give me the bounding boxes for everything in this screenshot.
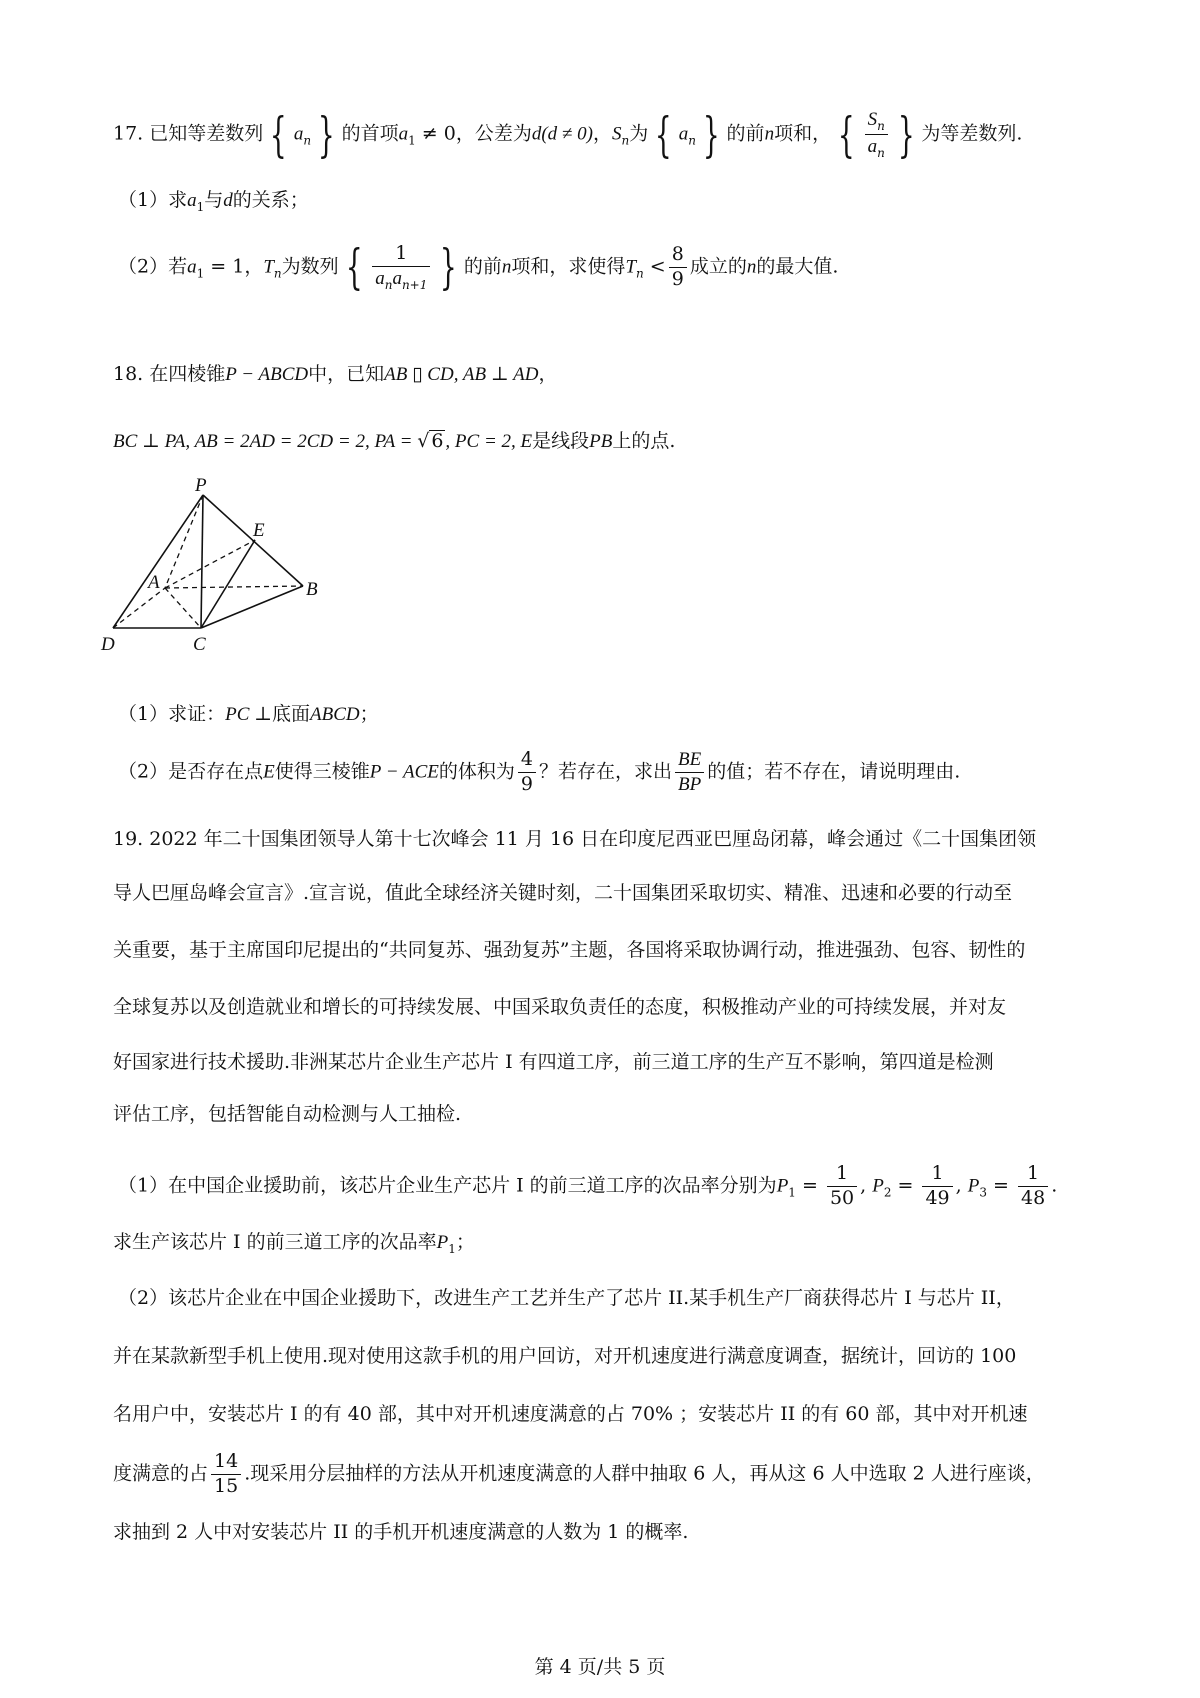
text: 的体积为 xyxy=(438,760,515,783)
math-sub: n xyxy=(877,146,885,160)
math: S xyxy=(611,123,622,145)
page-footer: 第 4 页/共 5 页 xyxy=(534,1656,666,1678)
math: a xyxy=(375,267,385,289)
math: . xyxy=(1051,1174,1058,1197)
q19-part1 xyxy=(118,1162,1057,1211)
vertex-label-E: E xyxy=(253,520,265,541)
text: 为等差数列. xyxy=(921,122,1023,145)
math-sub: n xyxy=(636,266,644,281)
q19-part1-question xyxy=(113,1232,475,1257)
math: 50 xyxy=(829,1186,855,1209)
edge-AE-hidden xyxy=(165,540,255,588)
q17-part1 xyxy=(118,190,309,215)
math: 49 xyxy=(925,1186,950,1209)
q19-para-line: 好国家进行技术援助.非洲某芯片企业生产芯片 I 有四道工序，前三道工序的生产互不影响，第四道是检测 xyxy=(113,1051,994,1073)
math: < xyxy=(643,255,666,278)
q19-para-line: 19. 2022 年二十国集团领导人第十七次峰会 11 月 16 日在印度尼西亚巴厘岛闭幕，峰会通过《二十国集团领 xyxy=(113,828,1037,850)
math: , xyxy=(860,1174,873,1197)
brace: } xyxy=(897,106,915,163)
math: P xyxy=(967,1175,980,1197)
q18-part2 xyxy=(118,748,960,797)
q19-para-line: 关重要，基于主席国印尼提出的“共同复苏、强劲复苏”主题，各国将采取协调行动，推进强劲、包容、韧性的 xyxy=(113,939,1026,961)
math: a xyxy=(678,123,689,145)
text: ，公差为 xyxy=(455,122,532,145)
math: 8 xyxy=(669,243,687,268)
math: a xyxy=(867,136,878,157)
edge-DA-hidden xyxy=(113,588,165,628)
math: 6 xyxy=(431,430,444,452)
text: ； xyxy=(455,1231,475,1253)
text: 的前 xyxy=(463,255,502,278)
math: P xyxy=(436,1232,449,1253)
fraction xyxy=(669,243,687,292)
text: 与 xyxy=(204,189,224,211)
q19-part2-line: 求抽到 2 人中对安装芯片 II 的手机开机速度满意的人数为 1 的概率. xyxy=(113,1521,689,1543)
text: 项和，求使得 xyxy=(511,255,626,278)
math-sub: n+1 xyxy=(401,277,428,292)
fraction xyxy=(675,748,704,797)
text: 18. 在四棱锥 xyxy=(113,363,226,385)
brace: { xyxy=(655,106,672,163)
math: a xyxy=(187,256,197,278)
math-sub: 1 xyxy=(408,133,416,148)
math-sub: 1 xyxy=(448,1242,456,1256)
text: 是线段 xyxy=(532,430,590,452)
text: ； xyxy=(359,703,379,725)
text: 的值；若不存在，请说明理由. xyxy=(707,760,961,783)
text: 项和， xyxy=(774,122,832,145)
math: 14 xyxy=(211,1450,241,1475)
math-sub: n xyxy=(273,266,282,281)
math-sub: n xyxy=(621,133,630,148)
text: 求生产该芯片 I 的前三道工序的次品率 xyxy=(113,1231,437,1253)
text: 为数列 xyxy=(281,255,339,278)
math: BC ⊥ PA, AB = 2AD = 2CD = 2, PA = xyxy=(113,431,418,452)
text: 上的点. xyxy=(612,430,676,452)
edge-AB-hidden xyxy=(165,586,303,588)
vertex-label-P: P xyxy=(195,475,207,496)
pyramid-figure xyxy=(101,475,363,688)
fraction xyxy=(1018,1162,1048,1211)
math: P xyxy=(776,1175,789,1197)
math-sub: n xyxy=(688,133,696,148)
q17-stem xyxy=(113,108,1022,161)
q18-line2 xyxy=(113,430,675,453)
vertex-label-A: A xyxy=(148,572,160,593)
math: a xyxy=(398,123,409,145)
math: 1 xyxy=(922,1162,952,1187)
math: 1 xyxy=(827,1162,857,1187)
text: 的关系； xyxy=(232,189,309,211)
brace: { xyxy=(837,106,855,163)
sqrt-sign: √ xyxy=(417,430,430,452)
math: , PC = 2, E xyxy=(445,431,533,452)
text: ？若存在，求出 xyxy=(538,760,672,783)
fraction xyxy=(211,1450,241,1499)
math-sub: n xyxy=(384,277,393,292)
math: P − ACE xyxy=(369,761,439,783)
q19-part2-line: （2）该芯片企业在中国企业援助下，改进生产工艺并生产了芯片 II.某手机生产厂商获得芯片 I 与芯片 II， xyxy=(118,1287,1015,1309)
math: n xyxy=(746,256,757,278)
brace: } xyxy=(702,106,720,163)
fraction xyxy=(865,108,888,161)
math: , xyxy=(955,1174,968,1197)
text: 度满意的占 xyxy=(113,1462,209,1485)
math: n xyxy=(501,256,512,278)
math-sub: n xyxy=(877,119,885,133)
math: 9 xyxy=(671,267,684,290)
math-sub: n xyxy=(303,133,312,148)
vertex-label-B: B xyxy=(306,579,318,600)
math: BE xyxy=(675,748,704,773)
math: ABCD xyxy=(310,704,360,725)
math: d(d ≠ 0) xyxy=(531,123,593,145)
text: （1）在中国企业援助前，该芯片企业生产芯片 I 的前三道工序的次品率分别为 xyxy=(118,1174,777,1197)
q19-para-line: 全球复苏以及创造就业和增长的可持续发展、中国采取负责任的态度，积极推动产业的可持续发展，并对友 xyxy=(113,996,1007,1018)
math-sub: 3 xyxy=(979,1185,987,1200)
math: = 1， xyxy=(204,255,264,278)
math: = xyxy=(891,1174,920,1197)
brace: { xyxy=(270,106,287,163)
math: T xyxy=(263,256,274,278)
math: BP xyxy=(677,773,702,795)
math: PC ⊥ xyxy=(225,704,272,725)
edge-PD xyxy=(113,495,203,628)
math: S xyxy=(867,109,878,130)
q19-para-line: 评估工序，包括智能自动检测与人工抽检. xyxy=(113,1103,462,1125)
text: 使得三棱锥 xyxy=(274,760,370,783)
text: 的前 xyxy=(726,122,765,145)
math: d xyxy=(223,190,233,211)
math-sub: 1 xyxy=(196,266,205,281)
text: ， xyxy=(592,122,612,145)
text: （1）求证： xyxy=(118,703,226,725)
text: 成立的 xyxy=(689,255,747,278)
math: 9 xyxy=(520,772,533,795)
brace: } xyxy=(440,239,458,296)
math: 1 xyxy=(1018,1162,1048,1187)
math-sub: 1 xyxy=(196,200,205,214)
q18-line1 xyxy=(113,364,557,386)
math: T xyxy=(625,256,637,278)
math: a xyxy=(293,123,304,145)
math-sub: 2 xyxy=(883,1185,892,1200)
q17-part2 xyxy=(118,239,839,296)
math: n xyxy=(764,123,775,145)
q19-part2-line4 xyxy=(113,1450,1045,1499)
vertex-label-C: C xyxy=(193,634,206,655)
math: PB xyxy=(589,431,613,452)
math: = xyxy=(795,1174,824,1197)
text: 的首项 xyxy=(341,122,399,145)
math: E xyxy=(263,761,275,783)
math: 48 xyxy=(1021,1186,1046,1209)
brace: } xyxy=(317,106,335,163)
math: P − ABCD xyxy=(225,364,309,385)
math: ≠ 0 xyxy=(415,122,456,145)
text: 底面 xyxy=(272,703,311,725)
math: a xyxy=(187,190,197,211)
q19-part2-line: 并在某款新型手机上使用.现对使用这款手机的用户回访，对开机速度进行满意度调查，据统计，回访的 100 xyxy=(113,1345,1017,1367)
text: 17. 已知等差数列 xyxy=(113,122,264,145)
text: .现采用分层抽样的方法从开机速度满意的人群中抽取 6 人，再从这 6 人中选取 2 人进行座谈， xyxy=(244,1462,1045,1485)
edge-CE xyxy=(201,540,255,628)
fraction xyxy=(518,748,536,797)
fraction xyxy=(922,1162,952,1211)
brace: { xyxy=(345,239,363,296)
q19-part2-line: 名用户中，安装芯片 I 的有 40 部，其中对开机速度满意的占 70% ；安装芯片 II 的有 60 部，其中对开机速 xyxy=(113,1403,1028,1425)
math: 15 xyxy=(214,1474,239,1497)
math-sub: 1 xyxy=(788,1185,796,1200)
edge-PC xyxy=(201,495,203,628)
text: 中，已知 xyxy=(308,363,385,385)
math: AB ▯ CD, AB ⊥ AD xyxy=(384,364,539,385)
edge-CB xyxy=(201,586,303,628)
text: （2）若 xyxy=(118,255,188,278)
vertex-label-D: D xyxy=(101,634,115,655)
text: （1）求 xyxy=(118,189,188,211)
fraction xyxy=(372,242,430,293)
math: a xyxy=(392,267,402,289)
math: 1 xyxy=(372,242,430,267)
math: 4 xyxy=(518,748,536,773)
text: 为 xyxy=(629,122,649,145)
fraction xyxy=(827,1162,857,1211)
text: ， xyxy=(538,363,558,385)
q19-para-line: 导人巴厘岛峰会宣言》.宣言说，值此全球经济关键时刻，二十国集团采取切实、精准、迅速和必要的行动至 xyxy=(113,882,1013,904)
q18-part1 xyxy=(118,704,379,726)
text: （2）是否存在点 xyxy=(118,760,264,783)
edge-AC-hidden xyxy=(165,588,201,628)
math: = xyxy=(987,1174,1015,1197)
text: 的最大值. xyxy=(756,255,839,278)
math: P xyxy=(872,1175,884,1197)
